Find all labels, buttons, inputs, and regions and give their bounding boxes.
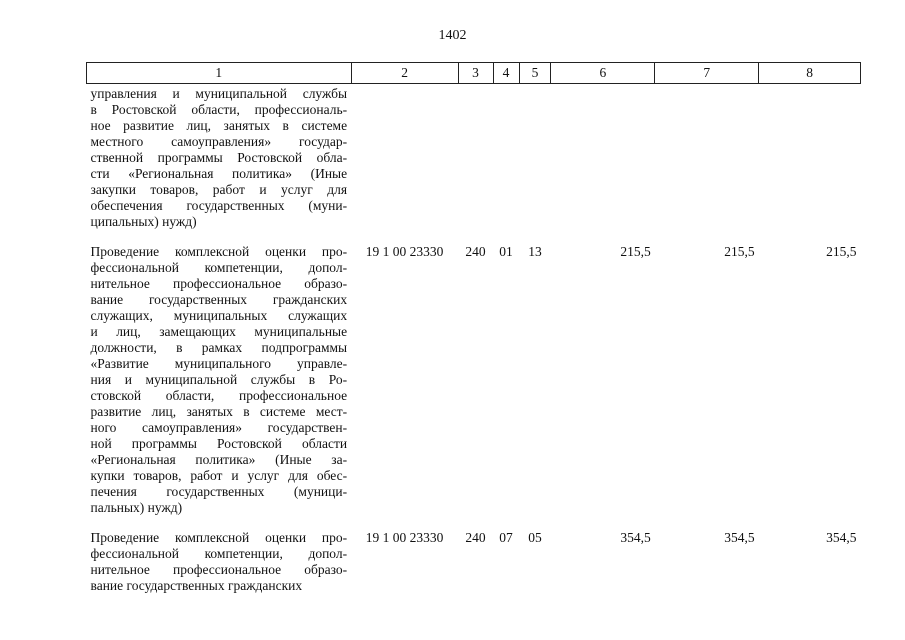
description-line: «Развитие муниципального управле- [90,356,348,371]
column-header-3: 3 [458,63,493,84]
description-line: ципальных) нужд) [90,214,197,229]
amount-year-3 [759,84,861,243]
description-line: фессиональной компетенции, допол- [90,260,348,275]
section-code: 01 [499,244,513,259]
description-line: в Ростовской области, профессиональ- [90,102,348,117]
subsection-code: 13 [528,244,542,259]
description-line: ной программы Ростовской области [90,436,348,451]
description-line: и лиц, замещающих муниципальные [90,324,348,339]
budget-table [86,62,861,606]
target-article-code: 19 1 00 23330 [365,530,444,545]
column-header-4: 4 [493,63,519,84]
target-article-code [351,84,458,243]
target-article-code: 19 1 00 23330 [365,244,444,259]
expense-type-code: 240 [465,530,486,545]
table-row [87,242,861,528]
amount-year-2 [655,84,759,243]
subsection-code: 05 [528,530,542,545]
amount-year-2: 354,5 [724,530,755,545]
description-line: фессиональной компетенции, допол- [90,546,348,561]
description-line: развитие лиц, занятых в системе мест- [90,404,348,419]
description-line: местного самоуправления» государ- [90,134,348,149]
description-line: должности, в рамках подпрограммы [90,340,348,355]
table-body [87,84,861,607]
description-line: ственной программы Ростовской обла- [90,150,348,165]
description-line: печения государственных (муници- [90,484,348,499]
expense-type-code: 240 [465,244,486,259]
page-number: 1402 [438,28,467,43]
table-row [87,84,861,243]
subsection-code [519,84,551,243]
description-line: ния и муниципальной службы в Ро- [90,372,348,387]
description-line: сти «Региональная политика» (Иные [90,166,348,181]
amount-year-3: 215,5 [826,244,857,259]
column-header-2: 2 [351,63,458,84]
description-line: купки товаров, работ и услуг для обес- [90,468,348,483]
column-header-5: 5 [519,63,551,84]
description-line: вание государственных гражданских [90,578,303,593]
column-header-6: 6 [551,63,655,84]
description-line: Проведение комплексной оценки про- [90,244,348,259]
column-header-8: 8 [759,63,861,84]
expense-type-code [458,84,493,243]
description-line: «Региональная политика» (Иные за- [90,452,348,467]
header-row [87,63,861,84]
description-line: вание государственных гражданских [90,292,348,307]
description-line: стовской области, профессиональное [90,388,348,403]
description-line: нительное профессиональное образо- [90,562,348,577]
section-code [493,84,519,243]
amount-year-3: 354,5 [826,530,857,545]
description-line: служащих, муниципальных служащих [90,308,348,323]
row-description [87,528,352,606]
description-line: обеспечения государственных (муни- [90,198,348,213]
description-line: пальных) нужд) [90,500,183,515]
column-header-7: 7 [655,63,759,84]
description-line: Проведение комплексной оценки про- [90,530,348,545]
amount-year-1: 215,5 [620,244,651,259]
amount-year-1 [551,84,655,243]
description-line: ного самоуправления» государствен- [90,420,348,435]
row-description [87,242,352,528]
column-header-1: 1 [87,63,352,84]
description-line: нительное профессиональное образо- [90,276,348,291]
row-description [87,84,352,243]
table-row [87,528,861,606]
description-line: ное развитие лиц, занятых в системе [90,118,348,133]
amount-year-2: 215,5 [724,244,755,259]
description-line: закупки товаров, работ и услуг для [90,182,348,197]
description-line: управления и муниципальной службы [90,86,348,101]
amount-year-1: 354,5 [620,530,651,545]
section-code: 07 [499,530,513,545]
